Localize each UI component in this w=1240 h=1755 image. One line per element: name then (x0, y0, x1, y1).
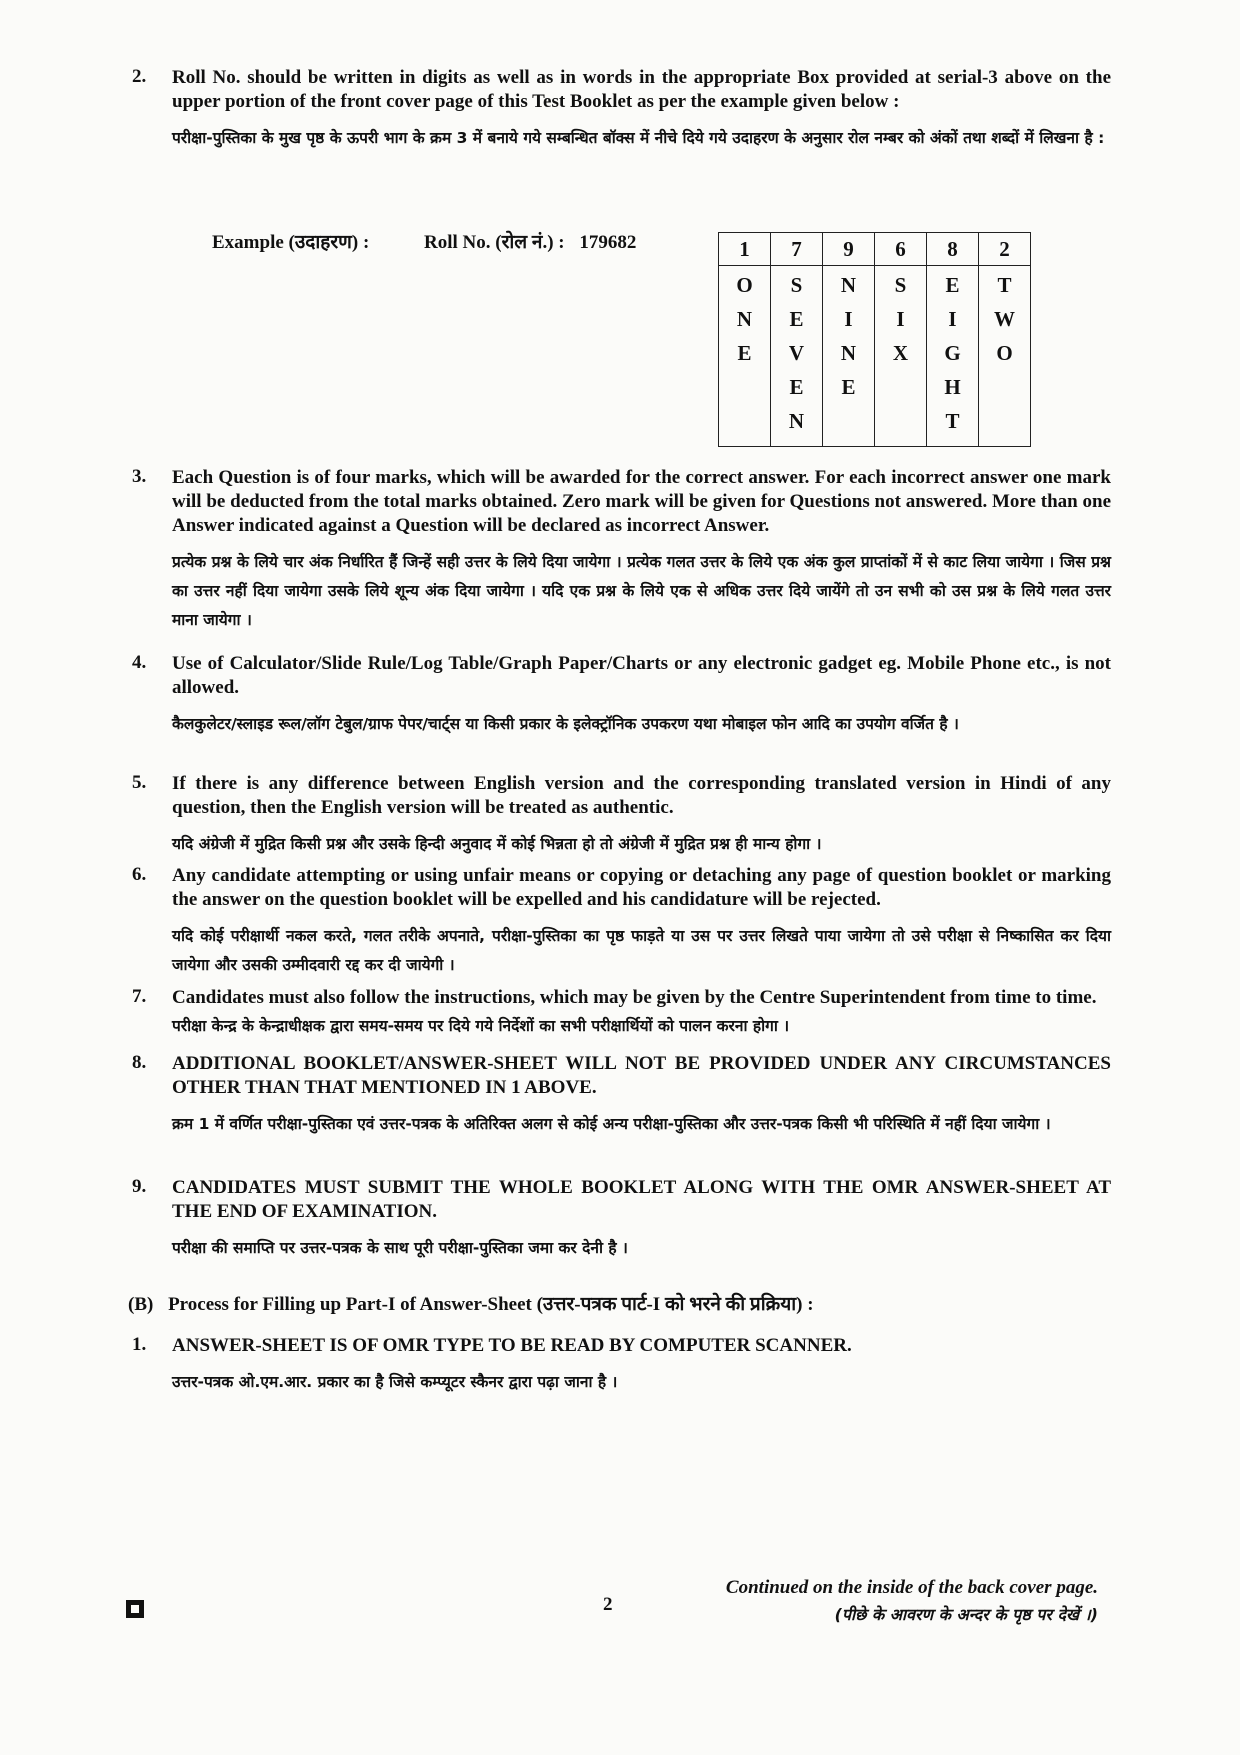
example-row (212, 228, 636, 254)
letter: N (840, 273, 857, 297)
instruction-hindi: क्रम 1 में वर्णित परीक्षा-पुस्तिका एवं उत्तर-पत्रक के अतिरिक्त अलग से कोई अन्य परीक्षा-पुस्तिका और उत्तर-पत्रक किसी भी परिस्थिति में नहीं दिया जायेगा । (172, 1115, 1051, 1133)
instruction-item (132, 652, 1111, 739)
letter: I (948, 307, 957, 331)
letter: W (994, 307, 1015, 331)
letter: S (894, 273, 907, 297)
word-cell (875, 266, 927, 447)
letter: H (944, 375, 961, 399)
item-number: 4. (132, 652, 147, 673)
letter: I (896, 307, 905, 331)
roll-value: 179682 (579, 232, 637, 253)
letter: O (736, 273, 753, 297)
digit-cell: 9 (823, 233, 875, 266)
instruction-english: ANSWER-SHEET IS OF OMR TYPE TO BE READ BY COMPUTER SCANNER. (172, 1335, 852, 1356)
continued-hindi: (पीछे के आवरण के अन्दर के पृष्ठ पर देखें ।) (834, 1605, 1098, 1624)
instruction-english: Roll No. should be written in digits as well as in words in the appropriate Box provided at serial-3 above on the upper portion of the front cover page of this Test Booklet as per the example given below : (172, 67, 1111, 112)
instruction-item (132, 1176, 1111, 1263)
instruction-hindi: प्रत्येक प्रश्न के लिये चार अंक निर्धारित हैं जिन्हें सही उत्तर के लिये दिया जायेगा । प्रत्येक गलत उत्तर के लिये एक अंक कुल प्राप्तांकों में से काट लिया जायेगा । जिस प्रश्न का उत्तर नहीं दिया जायेगा उसके लिये शून्य अंक दिया जायेगा । यदि एक प्रश्न के लिये एक से अधिक उत्तर दिये जायेंगे तो उन सभी को उस प्रश्न के लिये गलत उत्तर माना जायेगा । (172, 553, 1111, 629)
instruction-hindi: कैलकुलेटर/स्लाइड रूल/लॉग टेबुल/ग्राफ पेपर/चार्ट्स या किसी प्रकार के इलेक्ट्रॉनिक उपकरण यथा मोबाइल फोन आदि का उपयोग वर्जित है । (172, 715, 959, 733)
word-cell (771, 266, 823, 447)
instruction-item (132, 986, 1111, 1041)
letter: O (996, 341, 1013, 365)
words-row (719, 266, 1031, 447)
instruction-hindi: यदि कोई परीक्षार्थी नकल करते, गलत तरीके अपनाते, परीक्षा-पुस्तिका का पृष्ठ फाड़ते या उस पर उत्तर लिखते पाया जायेगा तो उसे परीक्षा से निष्कासित कर दिया जायेगा और उसकी उम्मीदवारी रद्द कर दी जायेगी । (172, 927, 1111, 974)
word-cell (979, 266, 1031, 447)
letter: N (840, 341, 857, 365)
word-cell (927, 266, 979, 447)
letter: T (997, 273, 1012, 297)
instruction-hindi: उत्तर-पत्रक ओ.एम.आर. प्रकार का है जिसे कम्प्यूटर स्कैनर द्वारा पढ़ा जाना है । (172, 1373, 618, 1391)
word-cell (823, 266, 875, 447)
section-title: Process for Filling up Part-I of Answer-Sheet (उत्तर-पत्रक पार्ट-I को भरने की प्रक्रिया) : (168, 1294, 814, 1315)
example-label: Example (उदाहरण) : (212, 232, 370, 253)
instruction-item (132, 772, 1111, 859)
digit-cell: 1 (719, 233, 771, 266)
item-number: 3. (132, 466, 147, 487)
instruction-item (132, 1052, 1111, 1139)
square-marker-icon (126, 1600, 144, 1618)
instruction-english: Use of Calculator/Slide Rule/Log Table/Graph Paper/Charts or any electronic gadget eg. Mobile Phone etc., is not allowed. (172, 653, 1111, 698)
instruction-hindi: परीक्षा केन्द्र के केन्द्राधीक्षक द्वारा समय-समय पर दिये गये निर्देशों का सभी परीक्षार्थियों को पालन करना होगा । (172, 1017, 790, 1035)
continued-english: Continued on the inside of the back cover page. (725, 1577, 1098, 1598)
letter: E (737, 341, 752, 365)
continued-note (726, 1574, 1098, 1628)
item-number: 6. (132, 864, 147, 885)
section-label: (B) (128, 1294, 154, 1315)
instruction-english: Candidates must also follow the instructions, which may be given by the Centre Superintendent from time to time. (172, 987, 1097, 1008)
digit-cell: 7 (771, 233, 823, 266)
item-number: 1. (132, 1334, 147, 1355)
letter: E (789, 307, 804, 331)
instruction-item (132, 864, 1111, 980)
item-number: 5. (132, 772, 147, 793)
instruction-hindi: यदि अंग्रेजी में मुद्रित किसी प्रश्न और उसके हिन्दी अनुवाद में कोई भिन्नता हो तो अंग्रेजी में मुद्रित प्रश्न ही मान्य होगा । (172, 835, 822, 853)
letter: S (790, 273, 803, 297)
item-number: 9. (132, 1176, 147, 1197)
instruction-item (132, 66, 1111, 153)
roll-number-example-table (718, 232, 1031, 447)
instruction-item (132, 1334, 1111, 1397)
instruction-english: Each Question is of four marks, which will be awarded for the correct answer. For each incorrect answer one mark will be deducted from the total marks obtained. Zero mark will be given for Questions not answered. More than one Answer indicated against a Question will be declared as incorrect Answer. (172, 467, 1111, 536)
instruction-english: If there is any difference between English version and the corresponding translated version in Hindi of any question, then the English version will be treated as authentic. (172, 773, 1111, 818)
letter: V (788, 341, 805, 365)
instruction-english: Any candidate attempting or using unfair means or copying or detaching any page of question booklet or marking the answer on the question booklet will be expelled and his candidature will be rejected. (172, 865, 1111, 910)
letter: N (736, 307, 753, 331)
item-number: 8. (132, 1052, 147, 1073)
digit-cell: 2 (979, 233, 1031, 266)
instruction-english: ADDITIONAL BOOKLET/ANSWER-SHEET WILL NOT BE PROVIDED UNDER ANY CIRCUMSTANCES OTHER THAN THAT MENTIONED IN 1 ABOVE. (172, 1053, 1111, 1098)
page-number: 2 (603, 1594, 613, 1615)
letter: N (788, 409, 805, 433)
letter: T (945, 409, 960, 433)
letter: G (944, 341, 961, 365)
item-number: 7. (132, 986, 147, 1007)
digit-cell: 8 (927, 233, 979, 266)
digit-cell: 6 (875, 233, 927, 266)
roll-label: Roll No. (रोल नं.) : (424, 232, 565, 253)
instruction-item (132, 466, 1111, 635)
instruction-english: CANDIDATES MUST SUBMIT THE WHOLE BOOKLET ALONG WITH THE OMR ANSWER-SHEET AT THE END OF EXAMINATION. (172, 1177, 1111, 1222)
letter: E (945, 273, 960, 297)
letter: E (789, 375, 804, 399)
item-number: 2. (132, 66, 147, 87)
letter: I (844, 307, 853, 331)
digits-row (719, 233, 1031, 266)
letter: X (892, 341, 909, 365)
word-cell (719, 266, 771, 447)
instruction-hindi: परीक्षा-पुस्तिका के मुख पृष्ठ के ऊपरी भाग के क्रम 3 में बनाये गये सम्बन्धित बॉक्स में नीचे दिये गये उदाहरण के अनुसार रोल नम्बर को अंकों तथा शब्दों में लिखना है : (172, 129, 1105, 147)
section-b-heading (128, 1290, 814, 1316)
instruction-hindi: परीक्षा की समाप्ति पर उत्तर-पत्रक के साथ पूरी परीक्षा-पुस्तिका जमा कर देनी है । (172, 1239, 628, 1257)
letter: E (841, 375, 856, 399)
